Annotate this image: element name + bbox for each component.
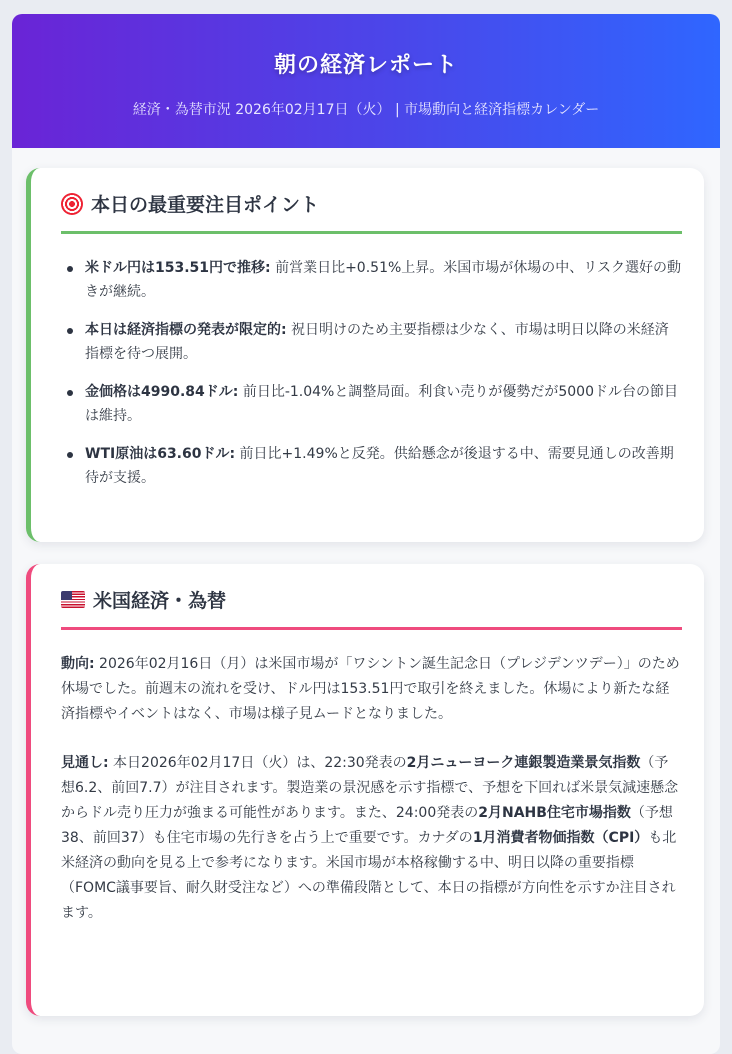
indicator-cpi: 1月消費者物価指数（CPI） xyxy=(472,830,649,846)
us-economy-heading xyxy=(61,586,682,627)
point-text: 前日比+1.49%と反発。供給懸念が後退する中、需要見通しの改善期待が支援。 xyxy=(85,446,674,486)
list-item xyxy=(61,256,682,304)
report-page xyxy=(12,14,720,1054)
list-item xyxy=(61,318,682,366)
highlights-divider xyxy=(61,231,682,234)
us-economy-card xyxy=(26,564,704,1016)
page-subtitle: 経済・為替市況 2026年02月17日（火） | 市場動向と経済指標カレンダー xyxy=(132,102,600,118)
indicator-ny-fed: 2月ニューヨーク連銀製造業景気指数 xyxy=(406,755,641,771)
point-text: 前営業日比+0.51%上昇。米国市場が休場の中、リスク選好の動きが継続。 xyxy=(85,260,681,300)
highlights-card xyxy=(26,168,704,542)
point-text: 前日比-1.04%と調整局面。利食い売りが優勢だが5000ドル台の節目は維持。 xyxy=(85,384,678,424)
list-item xyxy=(61,380,682,428)
highlights-list xyxy=(61,256,682,490)
highlights-title: 本日の最重要注目ポイント xyxy=(91,194,320,216)
list-item xyxy=(61,442,682,490)
outlook-text: （予想38、前回37）も住宅市場の先行きを占う上で重要です。カナダの xyxy=(61,805,673,846)
highlights-heading xyxy=(61,190,682,231)
us-economy-title: 米国経済・為替 xyxy=(93,590,227,612)
outlook-text: 本日2026年02月17日（火）は、22:30発表の xyxy=(108,755,407,771)
outlook-text: （予想6.2、前回7.7）が注目されます。製造業の景況感を示す指標で、予想を下回れば米景気減速懸念からドル売り圧力が強まる可能性があります。また、24:00発表の xyxy=(61,755,679,821)
point-label: 本日は経済指標の発表が限定的: xyxy=(85,322,287,338)
us-flag-icon xyxy=(61,591,85,608)
outlook-text: も北米経済の動向を見る上で参考になります。米国市場が本格稼働する中、明日以降の重要指標（FOMC議事要旨、耐久財受注など）への準備段階として、本日の指標が方向性を示すか注目されます。 xyxy=(61,830,677,921)
trend-paragraph xyxy=(61,652,682,727)
point-text: 祝日明けのため主要指標は少なく、市場は明日以降の米経済指標を待つ展開。 xyxy=(85,322,669,362)
report-header xyxy=(12,14,720,148)
point-label: 金価格は4990.84ドル: xyxy=(85,384,239,400)
target-icon xyxy=(61,193,83,215)
point-label: WTI原油は63.60ドル: xyxy=(85,446,236,462)
indicator-nahb: 2月NAHB住宅市場指数 xyxy=(478,805,631,821)
outlook-paragraph xyxy=(61,751,682,926)
trend-label: 動向: xyxy=(61,656,95,672)
trend-text: 2026年02月16日（月）は米国市場が「ワシントン誕生記念日（プレジデンツデー）」のため休場でした。前週末の流れを受け、ドル円は153.51円で取引を終えました。休場により新たな経済指標やイベントはなく、市場は様子見ムードとなりました。 xyxy=(61,656,680,722)
page-title: 朝の経済レポート xyxy=(273,53,458,78)
outlook-label: 見通し: xyxy=(61,755,109,771)
point-label: 米ドル円は153.51円で推移: xyxy=(85,260,271,276)
us-economy-divider xyxy=(61,627,682,630)
